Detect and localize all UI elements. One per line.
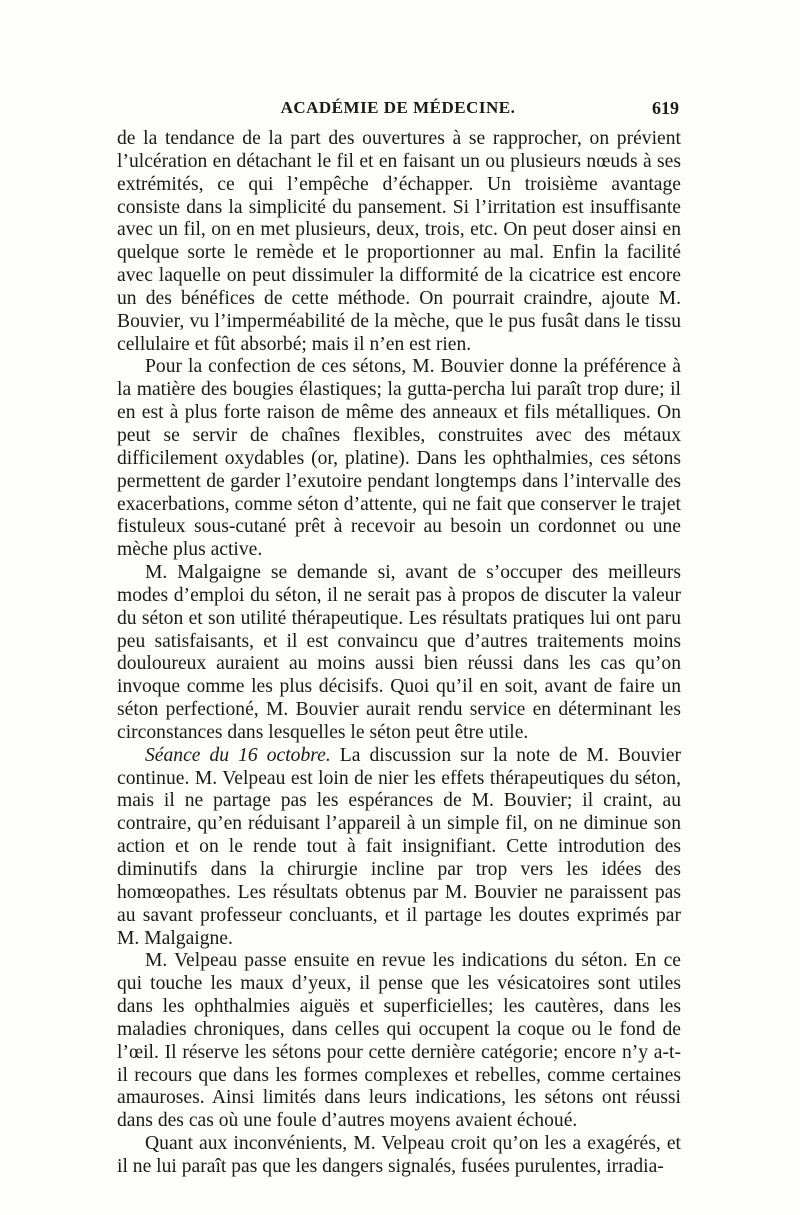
paragraph-2 bbox=[117, 356, 681, 562]
paragraph-1 bbox=[117, 128, 681, 356]
page-header bbox=[117, 98, 679, 124]
body-text bbox=[117, 128, 681, 1179]
running-head: ACADÉMIE DE MÉDECINE. bbox=[280, 98, 516, 117]
paragraph-5 bbox=[117, 950, 681, 1133]
paragraph-2-text: Pour la confection de ces sétons, M. Bouvier donne la préférence à la matière des bougies élastiques; la gutta-percha lui paraît trop dure; il en est à plus forte raison de même des anneaux et fils métalliques. On peut se servir de chaînes flexibles, construites avec des métaux difficilement oxydables (or, platine). Dans les ophthalmies, ces sétons permettent de garder l’exutoire pendant longtemps dans l’intervalle des exacerbations, comme séton d’attente, qui ne fait que conserver le trajet fistuleux sous-cutané prêt à recevoir au besoin un cordonnet ou une mèche plus active. bbox=[117, 356, 681, 561]
paragraph-4-text: La discussion sur la note de M. Bouvier continue. M. Velpeau est loin de nier les effets thérapeutiques du séton, mais il ne partage pas les espérances de M. Bouvier; il craint, au contraire, qu’en réduisant l’appareil à un simple fil, on ne diminue son action et on le rende tout à fait insignifiant. Cette introdution des diminutifs dans la chirurgie incline par trop vers les idées des homœopathes. Les résultats obtenus par M. Bouvier ne paraissent pas au savant professeur concluants, et il partage les doutes exprimés par M. Malgaigne. bbox=[117, 744, 681, 949]
paragraph-3-text: M. Malgaigne se demande si, avant de s’occuper des meilleurs modes d’emploi du séton, il ne serait pas à propos de discuter la valeur du séton et son utilité thérapeutique. Les résultats pratiques lui ont paru peu satisfaisants, et il est convaincu que d’autres traitements moins douloureux auraient au moins aussi bien réussi dans les cas qu’on invoque comme les plus décisifs. Quoi qu’il en soit, avant de faire un séton perfectioné, M. Bouvier aurait rendu service en déterminant les circonstances dans lesquelles le séton peut être utile. bbox=[117, 562, 681, 743]
paragraph-5-text: M. Velpeau passe ensuite en revue les indications du séton. En ce qui touche les maux d’yeux, il pense que les vésicatoires sont utiles dans les ophthalmies aiguës et superficielles; les cautères, dans les maladies chroniques, dans celles qui occupent la coque ou le fond de l’œil. Il réserve les sétons pour cette dernière catégorie; encore n’y a-t-il recours que dans les formes complexes et rebelles, comme certaines amauroses. Ainsi limités dans leurs indications, les sétons ont réussi dans des cas où une foule d’autres moyens avaient échoué. bbox=[117, 950, 681, 1132]
paragraph-1-text: de la tendance de la part des ouvertures à se rapprocher, on prévient l’ulcération en détachant le fil et en faisant un ou plusieurs nœuds à ses extrémités, ce qui l’empêche d’échapper. Un troisième avantage consiste dans la simplicité du pansement. Si l’irritation est insuffisante avec un fil, on en met plusieurs, deux, trois, etc. On peut doser ainsi en quelque sorte le remède et le proportionner au mal. Enfin la facilité avec laquelle on peut dissimuler la difformité de la cicatrice est encore un des bénéfices de cette méthode. On pourrait craindre, ajoute M. Bouvier, vu l’imperméabilité de la mèche, que le pus fusât dans le tissu cellulaire et fût absorbé; mais il n’en est rien. bbox=[117, 128, 681, 355]
page-number: 619 bbox=[652, 98, 679, 118]
paragraph-6-text: Quant aux inconvénients, M. Velpeau croit qu’on les a exagérés, et il ne lui paraît pas que les dangers signalés, fusées purulentes, irradia- bbox=[117, 1133, 681, 1177]
paragraph-3 bbox=[117, 562, 681, 745]
paragraph-6 bbox=[117, 1133, 681, 1179]
session-date: Séance du 16 octobre. bbox=[145, 744, 331, 766]
paragraph-4 bbox=[117, 745, 681, 951]
